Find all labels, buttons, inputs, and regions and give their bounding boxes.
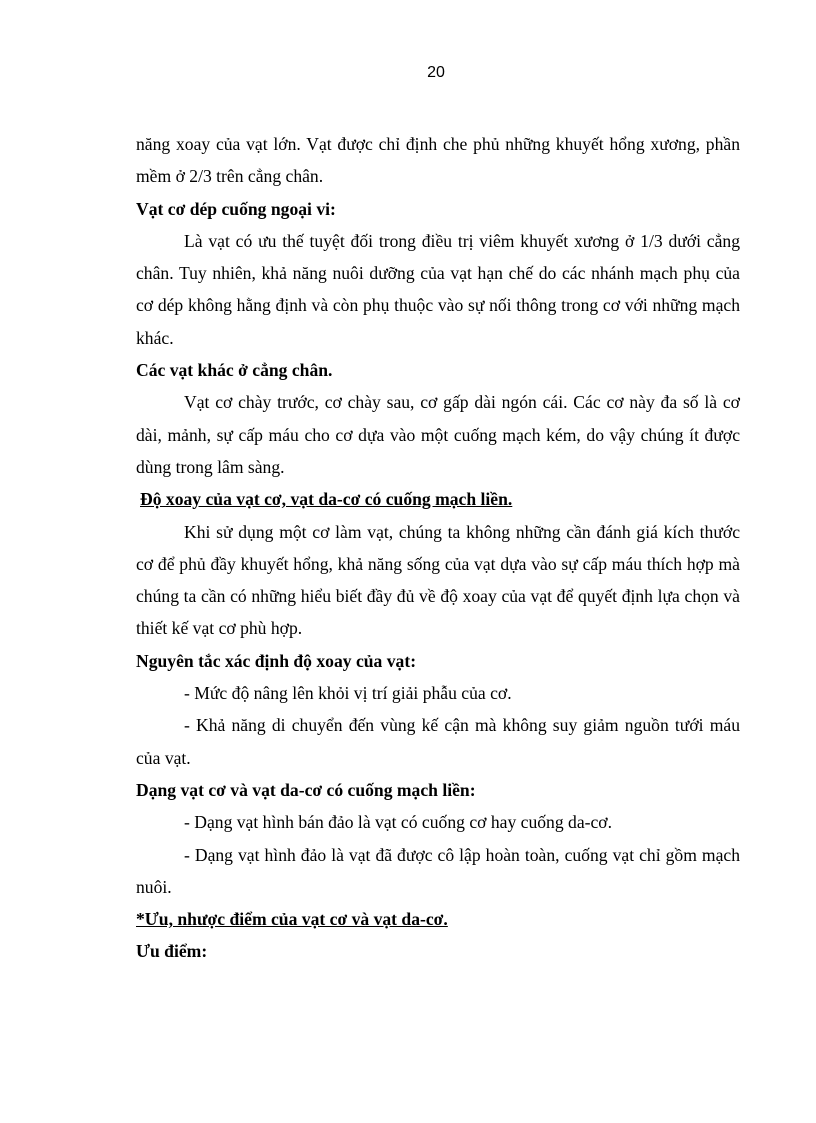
page-number: 20 [427, 64, 445, 81]
bullet-muc-do: - Mức độ nâng lên khỏi vị trí giải phẫu của cơ. [184, 683, 512, 704]
bullet-kha-nang: - Khả năng di chuyển đến vùng kế cận mà không suy giảm nguồn tưới máu của vạt. [136, 715, 740, 768]
bullet-ban-dao: - Dạng vạt hình bán đảo là vạt có cuống cơ hay cuống da-cơ. [184, 812, 613, 833]
heading-cac-vat-khac: Các vạt khác ở cẳng chân. [136, 360, 333, 381]
heading-uu-diem: Ưu điểm: [136, 941, 208, 962]
heading-nguyen-tac: Nguyên tắc xác định độ xoay của vạt: [136, 650, 417, 671]
heading-vat-co-dep: Vạt cơ dép cuống ngoại vi: [136, 198, 336, 219]
heading-uu-nhuoc-diem: *Ưu, nhược điểm của vạt cơ và vạt da-cơ. [136, 909, 448, 930]
heading-do-xoay: Độ xoay của vạt cơ, vạt da-cơ có cuống mạch liền. [140, 489, 513, 510]
heading-dang-vat: Dạng vạt cơ và vạt da-cơ có cuống mạch liền: [136, 779, 476, 800]
paragraph-vat-co-dep: Là vạt có ưu thế tuyệt đối trong điều trị viêm khuyết xương ở 1/3 dưới cẳng chân. Tuy nhiên, khả năng nuôi dưỡng của vạt hạn chế do các nhánh mạch phụ của cơ dép không hằng định và còn phụ thuộc vào sự nối thông trong cơ với những mạch khác. [136, 230, 740, 348]
document-body [136, 128, 740, 968]
paragraph-cac-vat-khac: Vạt cơ chày trước, cơ chày sau, cơ gấp dài ngón cái. Các cơ này đa số là cơ dài, mảnh, sự cấp máu cho cơ dựa vào một cuống mạch kém, do vậy chúng ít được dùng trong lâm sàng. [136, 392, 740, 477]
bullet-hinh-dao: - Dạng vạt hình đảo là vạt đã được cô lập hoàn toàn, cuống vạt chỉ gồm mạch nuôi. [136, 844, 740, 897]
paragraph-do-xoay: Khi sử dụng một cơ làm vạt, chúng ta không những cần đánh giá kích thước cơ để phủ đầy khuyết hổng, khả năng sống của vạt dựa vào sự cấp máu thích hợp mà chúng ta cần có những hiểu biết đầy đủ về độ xoay của vạt để quyết định lựa chọn và thiết kế vạt cơ phù hợp. [136, 521, 740, 639]
paragraph-continuation: năng xoay của vạt lớn. Vạt được chỉ định che phủ những khuyết hổng xương, phần mềm ở 2/3 trên cẳng chân. [136, 134, 740, 187]
